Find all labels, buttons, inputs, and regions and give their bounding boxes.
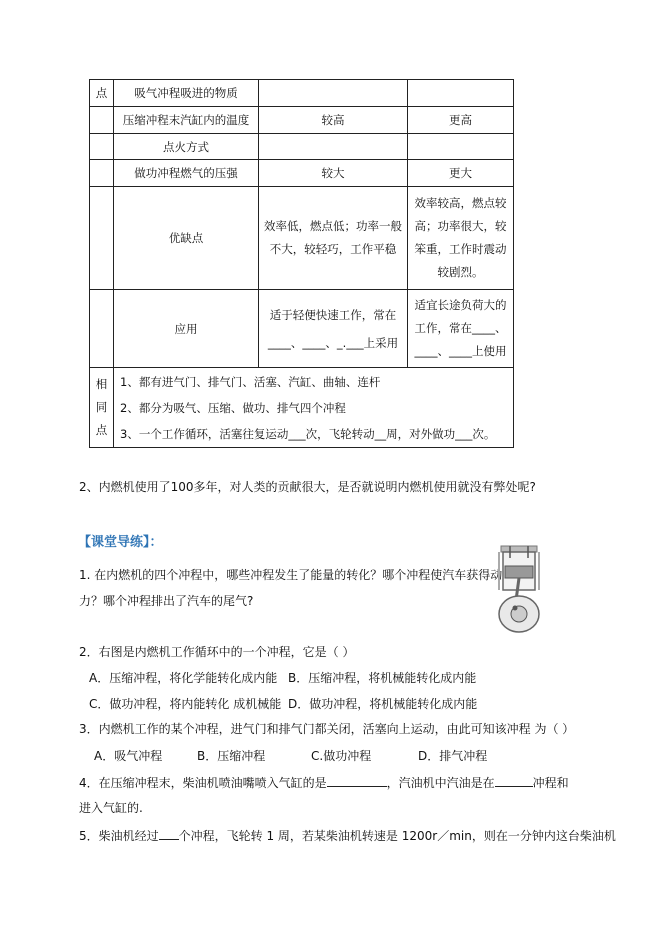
diff-side-cell [90, 107, 114, 134]
text-line: 笨重，工作时震动 [414, 242, 507, 256]
text-line: ____、____上使用 [414, 344, 507, 358]
text-line: 适于轻便快速工作，常在 [269, 307, 397, 322]
answer-blank[interactable] [327, 774, 387, 787]
answer-blank[interactable] [495, 774, 533, 787]
cell-diesel-ignition [408, 134, 514, 160]
exercise-2-option-d: D．做功冲程，将机械能转化成内能 [288, 697, 478, 711]
text-line: 高；功率很大，较 [414, 219, 507, 233]
common-feature-item: 2、都分为吸气、压缩、做功、排气四个冲程 [120, 400, 346, 415]
exercise-1-line-2: 力？哪个冲程排出了汽车的尾气? [79, 594, 254, 608]
exercise-2-option-a: A．压缩冲程，将化学能转化成内能 [89, 671, 278, 685]
row-label-pressure: 做功冲程燃气的压强 [114, 160, 259, 187]
cell-diesel-pressure: 更大 [408, 160, 514, 187]
exercise-4-text: 4．在压缩冲程末，柴油机喷油嘴喷入气缸的是 [79, 776, 327, 790]
exercise-2-option-c: C．做功冲程，将内能转化 成机械能 [89, 697, 282, 711]
text-line: 不大，较轻巧，工作平稳 [269, 242, 397, 256]
cell-gasoline-pressure: 较大 [259, 160, 408, 187]
cell-gasoline-intake [259, 80, 408, 107]
exercise-3-option-c: C.做功冲程 [311, 749, 372, 763]
text-line: 工作，常在____、 [414, 321, 507, 335]
exercise-4-text: ，汽油机中汽油是在 [386, 776, 495, 790]
exercise-5-text: 5．柴油机经过 [79, 829, 159, 843]
same-side-label [90, 368, 114, 448]
side-char: 点 [95, 423, 108, 437]
cell-gasoline-pros-cons [259, 187, 408, 290]
question-2: 2、内燃机使用了100多年，对人类的贡献很大，是否就说明内燃机使用就没有弊处呢? [79, 480, 536, 494]
text-line: 适宜长途负荷大的 [414, 298, 507, 312]
cell-gasoline-application [259, 290, 408, 368]
row-label-pros-cons: 优缺点 [114, 187, 259, 290]
common-features-cell [114, 368, 514, 448]
row-label-temperature: 压缩冲程末汽缸内的温度 [114, 107, 259, 134]
text-line: 较剧烈。 [437, 265, 484, 279]
text-line: ____、____、_.___上采用 [267, 335, 399, 350]
row-label-intake: 吸气冲程吸进的物质 [114, 80, 259, 107]
common-feature-item: 3、一个工作循环，活塞往复运动___次，飞轮转动__周，对外做功___次。 [120, 426, 496, 441]
answer-blank[interactable] [159, 827, 179, 840]
diff-side-cell [90, 134, 114, 160]
exercise-3-option-a: A．吸气冲程 [94, 749, 163, 763]
cell-gasoline-temperature: 较高 [259, 107, 408, 134]
text-line: 效率低，燃点低；功率一般 [264, 219, 402, 233]
exercise-4-line-2: 进入气缸的. [79, 801, 143, 815]
exercise-4-text: 冲程和 [532, 776, 569, 790]
cell-diesel-temperature: 更高 [408, 107, 514, 134]
exercise-4-line-1 [79, 774, 569, 791]
side-char: 相 [95, 377, 108, 391]
exercise-3-option-d: D．排气冲程 [418, 749, 488, 763]
side-char: 同 [95, 400, 108, 414]
exercise-3: 3．内燃机工作的某个冲程，进气门和排气门都关闭，活塞向上运动，由此可知该冲程 为（ ） [79, 722, 575, 736]
exercise-2: 2．右图是内燃机工作循环中的一个冲程，它是（ ） [79, 645, 355, 659]
diff-side-cell [90, 187, 114, 290]
cell-diesel-intake [408, 80, 514, 107]
engine-comparison-table [89, 79, 514, 448]
exercise-2-option-b: B．压缩冲程，将机械能转化成内能 [288, 671, 477, 685]
exercise-5 [79, 827, 616, 844]
diff-side-cell [90, 160, 114, 187]
cell-gasoline-ignition [259, 134, 408, 160]
cell-diesel-pros-cons [408, 187, 514, 290]
section-heading: 【课堂导练】： [78, 535, 163, 550]
exercise-3-option-b: B．压缩冲程 [197, 749, 266, 763]
row-label-ignition: 点火方式 [114, 134, 259, 160]
diff-side-cell [90, 290, 114, 368]
engine-cylinder-diagram-icon [493, 544, 545, 640]
diff-side-label: 点 [90, 80, 114, 107]
row-label-application: 应用 [114, 290, 259, 368]
exercise-1-line-1: 1. 在内燃机的四个冲程中，哪些冲程发生了能量的转化？哪个冲程使汽车获得动 [79, 568, 503, 582]
exercise-5-text: 个冲程，飞轮转 1 周，若某柴油机转速是 1200r／min，则在一分钟内这台柴油机 [178, 829, 616, 843]
cell-diesel-application [408, 290, 514, 368]
common-feature-item: 1、都有进气门、排气门、活塞、汽缸、曲轴、连杆 [120, 374, 381, 389]
text-line: 效率较高，燃点较 [414, 196, 507, 210]
